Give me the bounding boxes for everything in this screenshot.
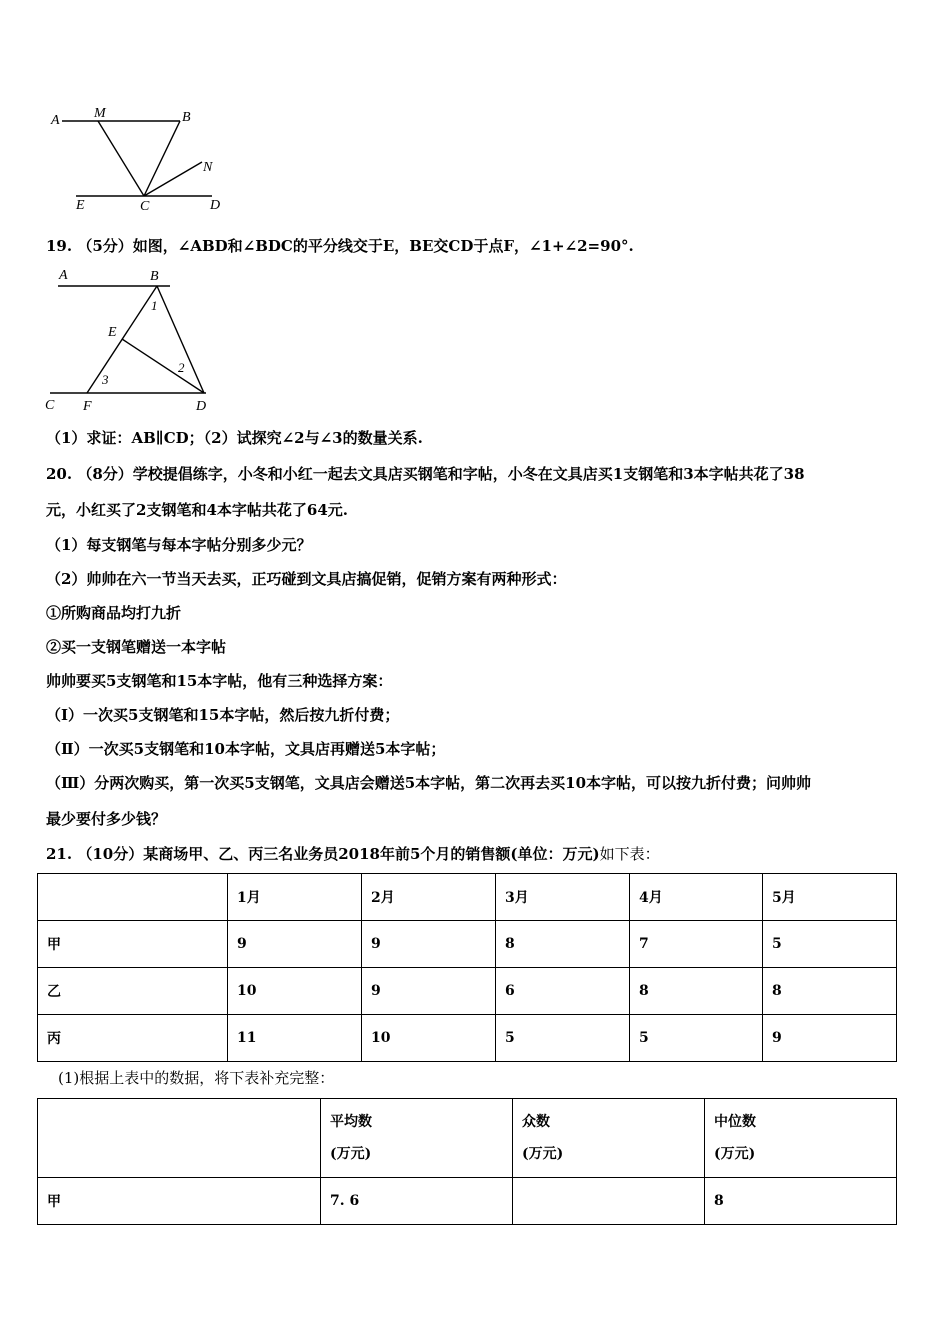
q20-option2: ②买一支钢笔赠送一本字帖 bbox=[46, 638, 227, 656]
table-cell: 9 bbox=[362, 968, 496, 1015]
table-row bbox=[38, 968, 897, 1015]
header-cell: 3月 bbox=[496, 874, 630, 921]
table-cell: 9 bbox=[362, 921, 496, 968]
q20-line2: 元，小红买了2支钢笔和4本字帖共花了64元. bbox=[46, 501, 348, 519]
table-row bbox=[38, 1015, 897, 1062]
table-cell: 8 bbox=[496, 921, 630, 968]
header-unit: (万元) bbox=[714, 1146, 756, 1162]
q21-stem-main: 21. （10分）某商场甲、乙、丙三名业务员2018年前5个月的销售额(单位：万元) bbox=[46, 845, 600, 863]
label-E: E bbox=[108, 325, 117, 340]
table-cell: 8 bbox=[705, 1178, 897, 1225]
label-B: B bbox=[182, 110, 191, 125]
angle-label-1: 1 bbox=[151, 298, 158, 313]
row-label: 甲 bbox=[38, 921, 228, 968]
q21-sub1: (1)根据上表中的数据，将下表补充完整： bbox=[58, 1069, 335, 1087]
stats-table bbox=[37, 1098, 897, 1225]
table-cell: 8 bbox=[630, 968, 763, 1015]
table-cell: 9 bbox=[228, 921, 362, 968]
label-C: C bbox=[140, 199, 150, 214]
q20-line1: 20. （8分）学校提倡练字，小冬和小红一起去文具店买钢笔和字帖，小冬在文具店买1支钢笔和3本字帖共花了38 bbox=[46, 465, 805, 483]
header-cell: 2月 bbox=[362, 874, 496, 921]
table-cell: 5 bbox=[630, 1015, 763, 1062]
q20-scheme3-cont: 最少要付多少钱？ bbox=[46, 810, 167, 828]
table-cell: 5 bbox=[763, 921, 897, 968]
label-F: F bbox=[83, 399, 92, 414]
table-cell: 10 bbox=[362, 1015, 496, 1062]
header-cell bbox=[38, 874, 228, 921]
label-A: A bbox=[59, 268, 68, 283]
header-title: 众数 bbox=[522, 1114, 550, 1130]
table-cell: 6 bbox=[496, 968, 630, 1015]
table-header-row bbox=[38, 874, 897, 921]
label-M: M bbox=[94, 106, 106, 121]
table-cell: 11 bbox=[228, 1015, 362, 1062]
q20-need: 帅帅要买5支钢笔和15本字帖，他有三种选择方案： bbox=[46, 672, 393, 690]
q20-part2: （2）帅帅在六一节当天去买，正巧碰到文具店搞促销，促销方案有两种形式： bbox=[46, 570, 567, 588]
header-cell-mean bbox=[321, 1099, 513, 1178]
table-cell: 8 bbox=[763, 968, 897, 1015]
figure-q19 bbox=[40, 262, 220, 417]
table-cell-blank[interactable] bbox=[513, 1178, 705, 1225]
label-E: E bbox=[76, 198, 85, 213]
header-cell bbox=[38, 1099, 321, 1178]
sales-table bbox=[37, 873, 897, 1062]
figure-parallel-lines bbox=[40, 100, 240, 215]
table-header-row bbox=[38, 1099, 897, 1178]
angle-label-3: 3 bbox=[102, 372, 109, 387]
label-N: N bbox=[203, 160, 213, 175]
label-D: D bbox=[210, 198, 221, 213]
q21-stem bbox=[46, 844, 660, 864]
q20-scheme1: （Ⅰ）一次买5支钢笔和15本字帖，然后按九折付费； bbox=[46, 706, 400, 724]
table-cell: 10 bbox=[228, 968, 362, 1015]
header-title: 平均数 bbox=[330, 1114, 372, 1130]
header-cell: 5月 bbox=[763, 874, 897, 921]
header-unit: (万元) bbox=[330, 1146, 372, 1162]
header-cell: 1月 bbox=[228, 874, 362, 921]
q20-part1: （1）每支钢笔与每本字帖分别多少元？ bbox=[46, 536, 312, 554]
table-row bbox=[38, 921, 897, 968]
header-title: 中位数 bbox=[714, 1114, 756, 1130]
table-cell: 5 bbox=[496, 1015, 630, 1062]
q21-stem-tail: 如下表： bbox=[599, 845, 660, 863]
angle-label-2: 2 bbox=[178, 360, 185, 375]
row-label: 甲 bbox=[38, 1178, 321, 1225]
row-label: 乙 bbox=[38, 968, 228, 1015]
table-row bbox=[38, 1178, 897, 1225]
label-A: A bbox=[51, 113, 60, 128]
row-label: 丙 bbox=[38, 1015, 228, 1062]
table-cell: 7. 6 bbox=[321, 1178, 513, 1225]
label-C: C bbox=[45, 398, 55, 413]
header-cell: 4月 bbox=[630, 874, 763, 921]
table-cell: 7 bbox=[630, 921, 763, 968]
header-cell-mode bbox=[513, 1099, 705, 1178]
label-D: D bbox=[196, 399, 207, 414]
q20-scheme3: （Ⅲ）分两次购买，第一次买5支钢笔，文具店会赠送5本字帖，第二次再去买10本字帖，可以按九折付费；问帅帅 bbox=[46, 774, 812, 792]
q19-parts: （1）求证：AB∥CD；（2）试探究∠2与∠3的数量关系. bbox=[46, 429, 423, 447]
label-B: B bbox=[150, 269, 159, 284]
header-unit: (万元) bbox=[522, 1146, 564, 1162]
table-cell: 9 bbox=[763, 1015, 897, 1062]
header-cell-median bbox=[705, 1099, 897, 1178]
q19-stem: 19. （5分）如图，∠ABD和∠BDC的平分线交于E，BE交CD于点F，∠1+∠2=90°. bbox=[46, 237, 634, 255]
q20-scheme2: （Ⅱ）一次买5支钢笔和10本字帖，文具店再赠送5本字帖； bbox=[46, 740, 446, 758]
q20-option1: ①所购商品均打九折 bbox=[46, 604, 182, 622]
